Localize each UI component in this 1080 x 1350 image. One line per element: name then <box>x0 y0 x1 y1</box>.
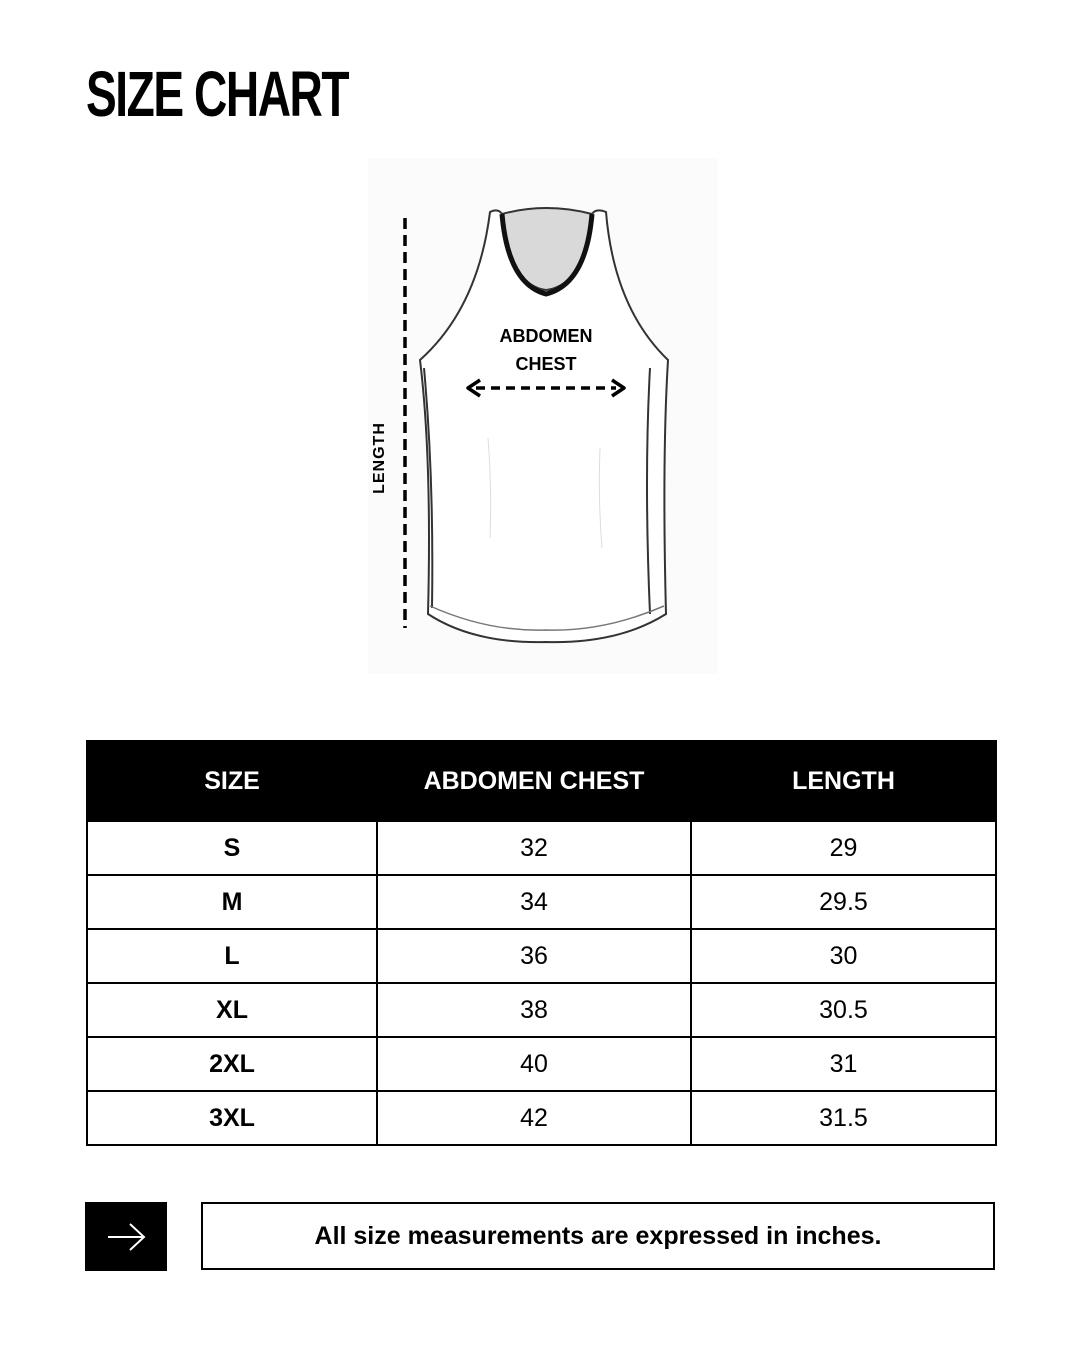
size-cell: M <box>87 875 377 929</box>
length-measure-label: LENGTH <box>371 422 388 494</box>
table-row <box>87 1037 996 1091</box>
table-header-row <box>87 741 996 821</box>
chest-cell: 34 <box>377 875 691 929</box>
chest-label-line2: CHEST <box>515 354 577 374</box>
page-title: SIZE CHART <box>86 58 349 130</box>
garment-diagram <box>368 158 718 674</box>
chest-cell: 36 <box>377 929 691 983</box>
size-cell: 3XL <box>87 1091 377 1145</box>
chest-label-line1: ABDOMEN <box>499 326 593 346</box>
length-cell: 29 <box>691 821 996 875</box>
header-size: SIZE <box>87 741 377 821</box>
table-row <box>87 875 996 929</box>
chest-cell: 42 <box>377 1091 691 1145</box>
length-cell: 31 <box>691 1037 996 1091</box>
size-cell: 2XL <box>87 1037 377 1091</box>
table-row <box>87 821 996 875</box>
chest-cell: 32 <box>377 821 691 875</box>
tank-top-illustration <box>368 158 718 674</box>
table-row <box>87 1091 996 1145</box>
chest-cell: 38 <box>377 983 691 1037</box>
arrow-right-icon <box>85 1202 167 1271</box>
size-table <box>86 740 997 1146</box>
units-note-text: All size measurements are expressed in inches. <box>314 1221 882 1250</box>
chest-measure-label <box>500 322 593 378</box>
size-cell: S <box>87 821 377 875</box>
size-cell: XL <box>87 983 377 1037</box>
length-cell: 30 <box>691 929 996 983</box>
header-abdomen-chest: ABDOMEN CHEST <box>377 741 691 821</box>
length-cell: 29.5 <box>691 875 996 929</box>
units-note <box>201 1202 995 1270</box>
header-length: LENGTH <box>691 741 996 821</box>
chest-cell: 40 <box>377 1037 691 1091</box>
size-cell: L <box>87 929 377 983</box>
length-cell: 31.5 <box>691 1091 996 1145</box>
table-row <box>87 929 996 983</box>
length-cell: 30.5 <box>691 983 996 1037</box>
table-row <box>87 983 996 1037</box>
